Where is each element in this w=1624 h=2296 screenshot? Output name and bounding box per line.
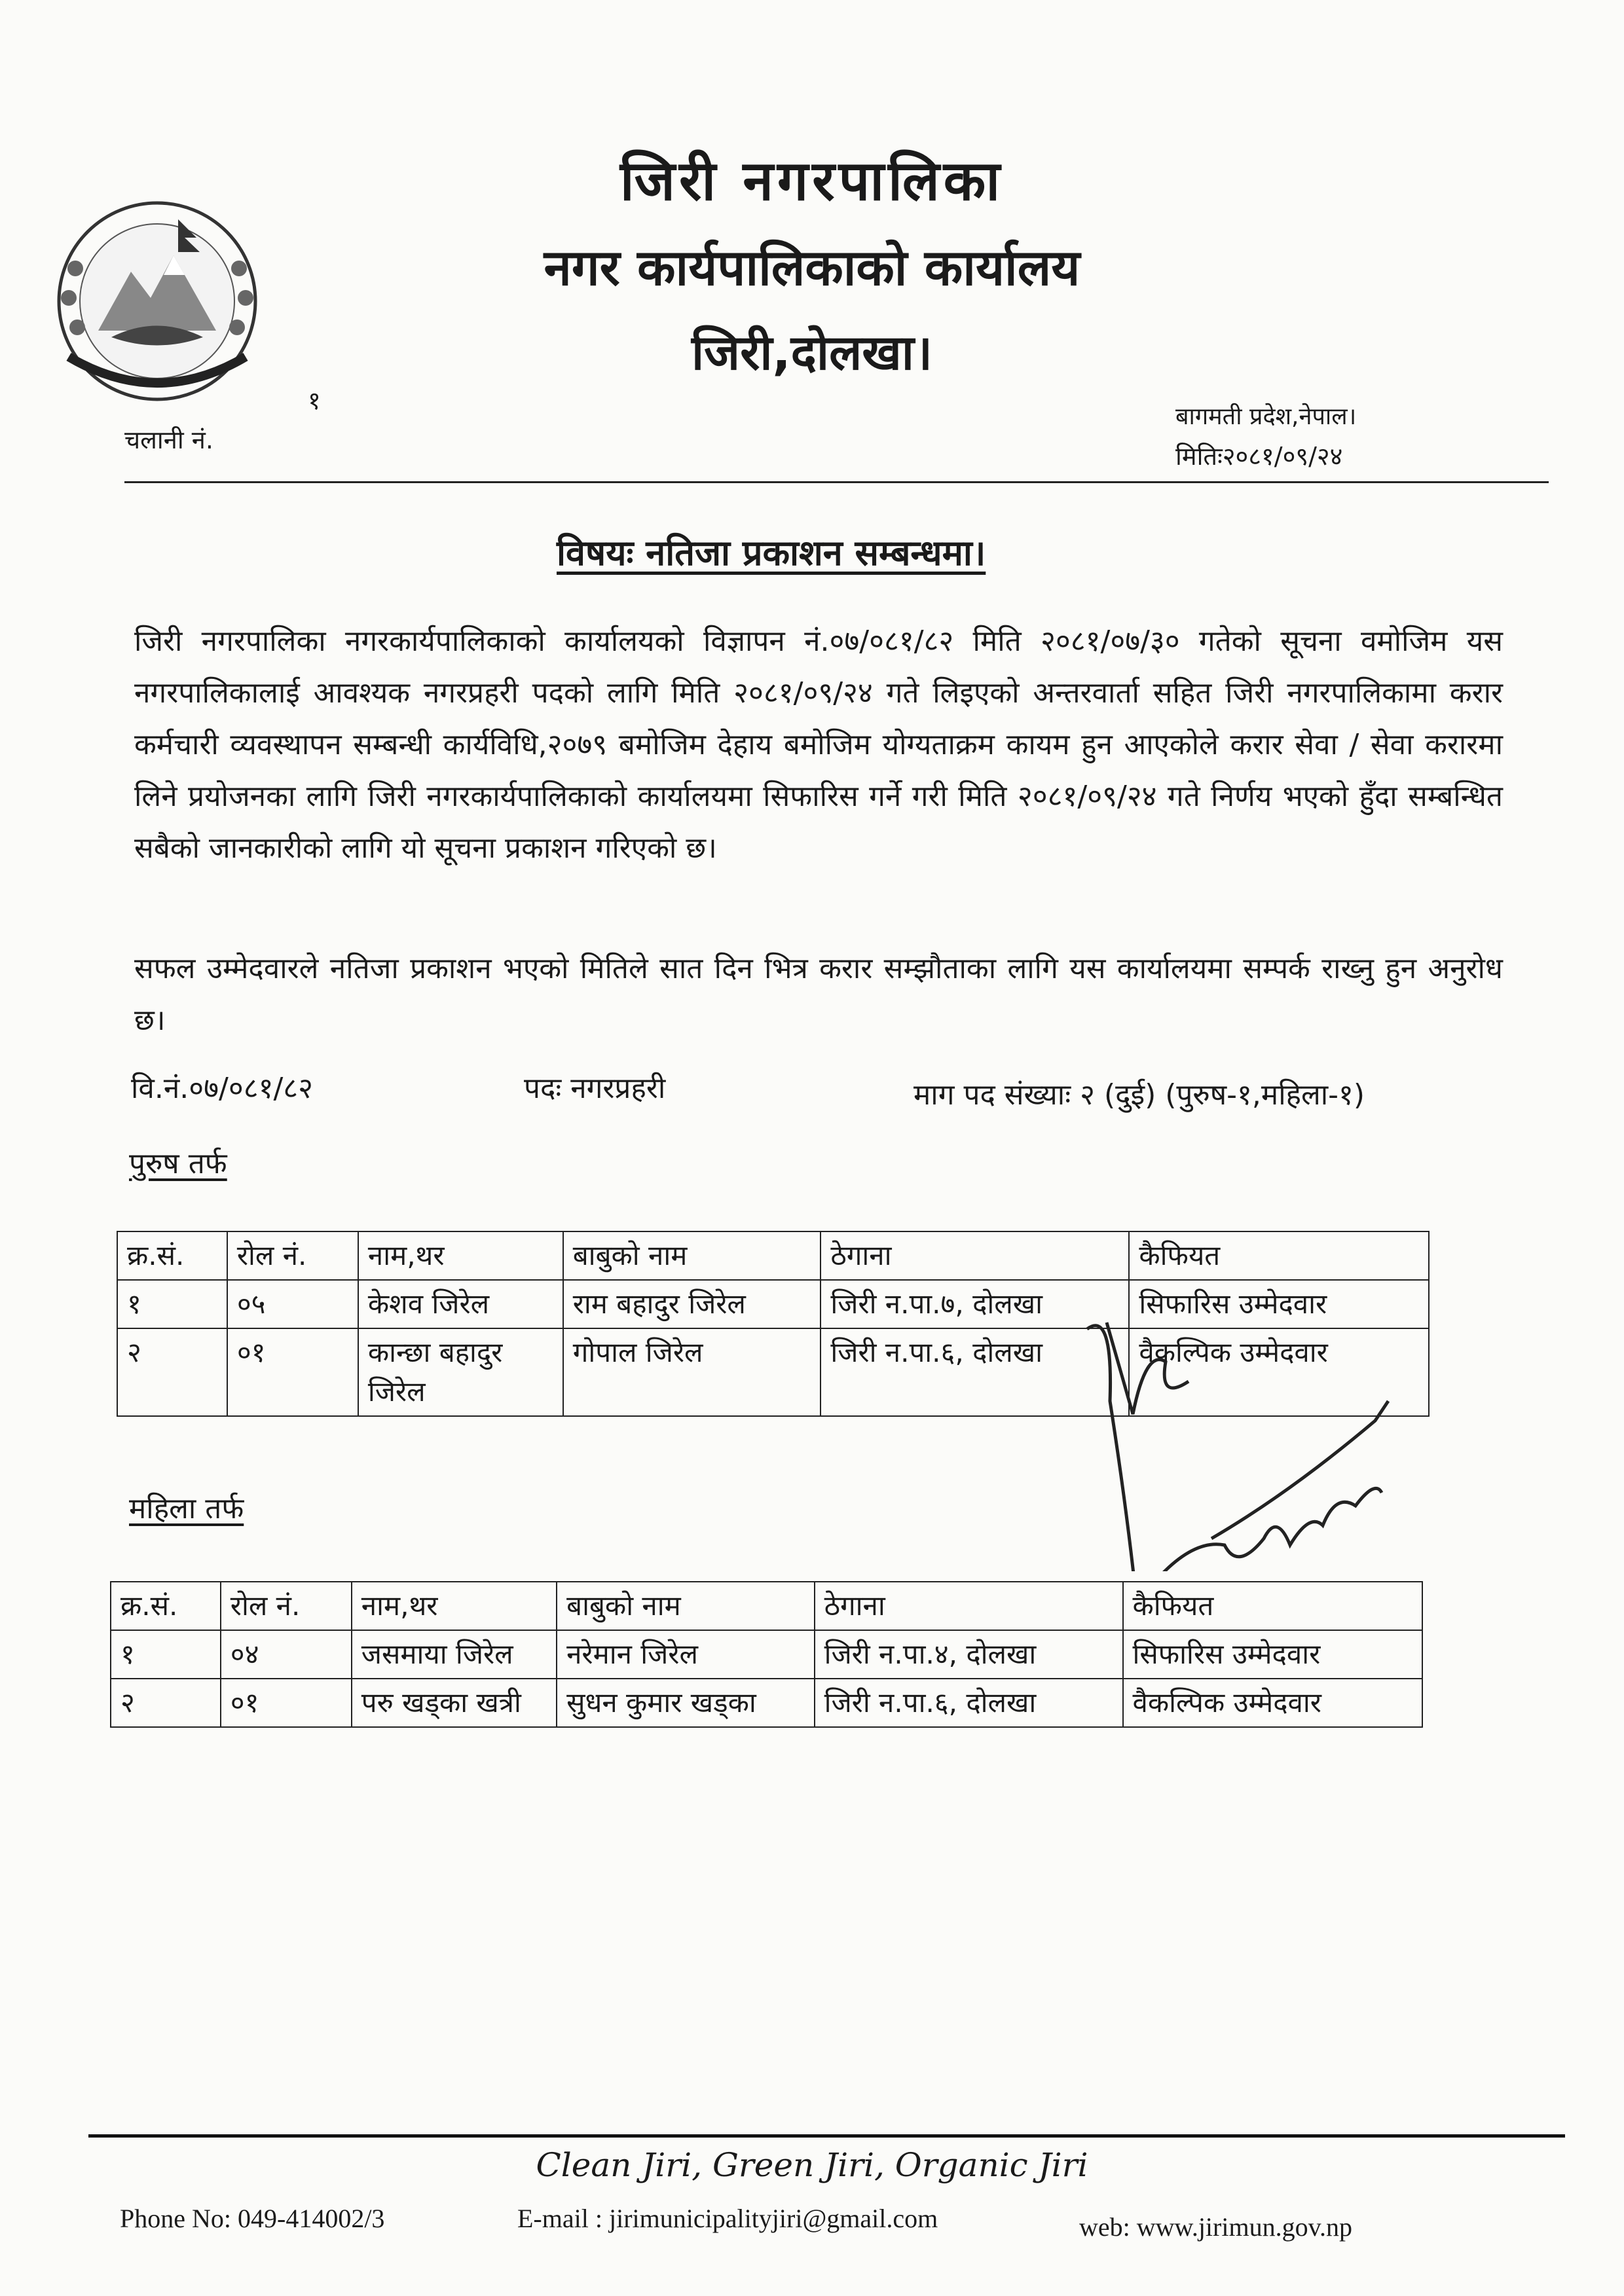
- cell-address: जिरी न.पा.६, दोलखा: [821, 1328, 1129, 1416]
- dispatch-number: १: [308, 386, 321, 415]
- post-name: पदः नगरप्रहरी: [524, 1072, 666, 1105]
- footer-slogan: Clean Jiri, Green Jiri, Organic Jiri: [536, 2146, 1088, 2184]
- dispatch-number-label: चलानी नं.: [124, 426, 213, 454]
- cell-address: जिरी न.पा.४, दोलखा: [815, 1630, 1123, 1679]
- cell-roll: ०५: [227, 1280, 358, 1328]
- cell-roll: ०१: [227, 1328, 358, 1416]
- office-name: जिरी नगरपालिका: [619, 149, 1005, 213]
- cell-address: जिरी न.पा.७, दोलखा: [821, 1280, 1129, 1328]
- cell-name: कान्छा बहादुर जिरेल: [358, 1328, 563, 1416]
- cell-serial: १: [111, 1630, 221, 1679]
- header-address: ठेगाना: [815, 1582, 1123, 1630]
- cell-serial: १: [117, 1280, 227, 1328]
- cell-remarks: वैकल्पिक उम्मेदवार: [1129, 1328, 1429, 1416]
- header-name: नाम,थर: [352, 1582, 557, 1630]
- header-remarks: कैफियत: [1123, 1582, 1422, 1630]
- header-roll: रोल नं.: [227, 1231, 358, 1280]
- header-divider: [124, 481, 1549, 483]
- advertisement-number: वि.नं.०७/०८१/८२: [131, 1072, 314, 1105]
- cell-serial: २: [111, 1679, 221, 1727]
- nepal-emblem-icon: [39, 193, 275, 416]
- vacancy-count: माग पद संख्याः २ (दुई) (पुरुष-१,महिला-१): [913, 1078, 1365, 1112]
- cell-address: जिरी न.पा.६, दोलखा: [815, 1679, 1123, 1727]
- footer-divider: [88, 2134, 1565, 2138]
- cell-roll: ०१: [221, 1679, 352, 1727]
- footer-email: E-mail : jirimunicipalityjiri@gmail.com: [517, 2204, 938, 2233]
- female-section-title: महिला तर्फ: [129, 1492, 244, 1525]
- cell-name: परु खड्का खत्री: [352, 1679, 557, 1727]
- table-row: [111, 1630, 1422, 1679]
- cell-roll: ०४: [221, 1630, 352, 1679]
- cell-father: नरेमान जिरेल: [557, 1630, 815, 1679]
- body-paragraph-1: जिरी नगरपालिका नगरकार्यपालिकाको कार्यालयको विज्ञापन नं.०७/०८१/८२ मिति २०८१/०७/३० गतेको सूचना वमोजिम यस नगरपालिकालाई आवश्यक नगरप्रहरी पदको लागि मिति २०८१/०९/२४ गते लिइएको अन्तरवार्ता सहित जिरी नगरपालिकामा करार कर्मचारी व्यवस्थापन सम्बन्धी कार्यविधि,२०७९ बमोजिम देहाय बमोजिम योग्यताक्रम कायम हुन आएकोले करार सेवा / सेवा करारमा लिने प्रयोजनका लागि जिरी नगरकार्यपालिकाको कार्यालयमा सिफारिस गर्ने गरी मिति २०८१/०९/२४ गते निर्णय भएको हुँदा सम्बन्धित सबैको जानकारीको लागि यो सूचना प्रकाशन गरिएको छ।: [134, 625, 1503, 865]
- letter-date: मितिः२०८१/०९/२४: [1175, 442, 1343, 471]
- cell-name: केशव जिरेल: [358, 1280, 563, 1328]
- cell-remarks: सिफारिस उम्मेदवार: [1123, 1630, 1422, 1679]
- header-serial: क्र.सं.: [111, 1582, 221, 1630]
- footer-phone: Phone No: 049-414002/3: [120, 2204, 385, 2233]
- header-roll: रोल नं.: [221, 1582, 352, 1630]
- cell-father: राम बहादुर जिरेल: [563, 1280, 821, 1328]
- signature-icon: [1074, 1231, 1441, 1571]
- office-location: जिरी,दोलखा।: [692, 325, 932, 381]
- cell-name: जसमाया जिरेल: [352, 1630, 557, 1679]
- header-father: बाबुको नाम: [563, 1231, 821, 1280]
- cell-father: गोपाल जिरेल: [563, 1328, 821, 1416]
- male-section-title: पुरुष तर्फ: [129, 1147, 227, 1180]
- cell-remarks: सिफारिस उम्मेदवार: [1129, 1280, 1429, 1328]
- header-serial: क्र.सं.: [117, 1231, 227, 1280]
- cell-remarks: वैकल्पिक उम्मेदवार: [1123, 1679, 1422, 1727]
- female-results-table: [110, 1581, 1423, 1728]
- subject-line: विषयः नतिजा प्रकाशन सम्बन्धमा।: [557, 532, 986, 574]
- header-remarks: कैफियत: [1129, 1231, 1429, 1280]
- footer-website: web: www.jirimun.gov.np: [1079, 2212, 1352, 2242]
- header-address: ठेगाना: [821, 1231, 1129, 1280]
- table-header-row: [111, 1582, 1422, 1630]
- header-name: नाम,थर: [358, 1231, 563, 1280]
- cell-father: सुधन कुमार खड्का: [557, 1679, 815, 1727]
- province-address: बागमती प्रदेश,नेपाल।: [1175, 403, 1357, 430]
- table-row: [111, 1679, 1422, 1727]
- body-paragraph-2: सफल उम्मेदवारले नतिजा प्रकाशन भएको मितिले सात दिन भित्र करार सम्झौताका लागि यस कार्यालयमा सम्पर्क राख्नु हुन अनुरोध छ।: [134, 952, 1503, 1037]
- office-subtitle: नगर कार्यपालिकाको कार्यालय: [544, 238, 1080, 297]
- header-father: बाबुको नाम: [557, 1582, 815, 1630]
- cell-serial: २: [117, 1328, 227, 1416]
